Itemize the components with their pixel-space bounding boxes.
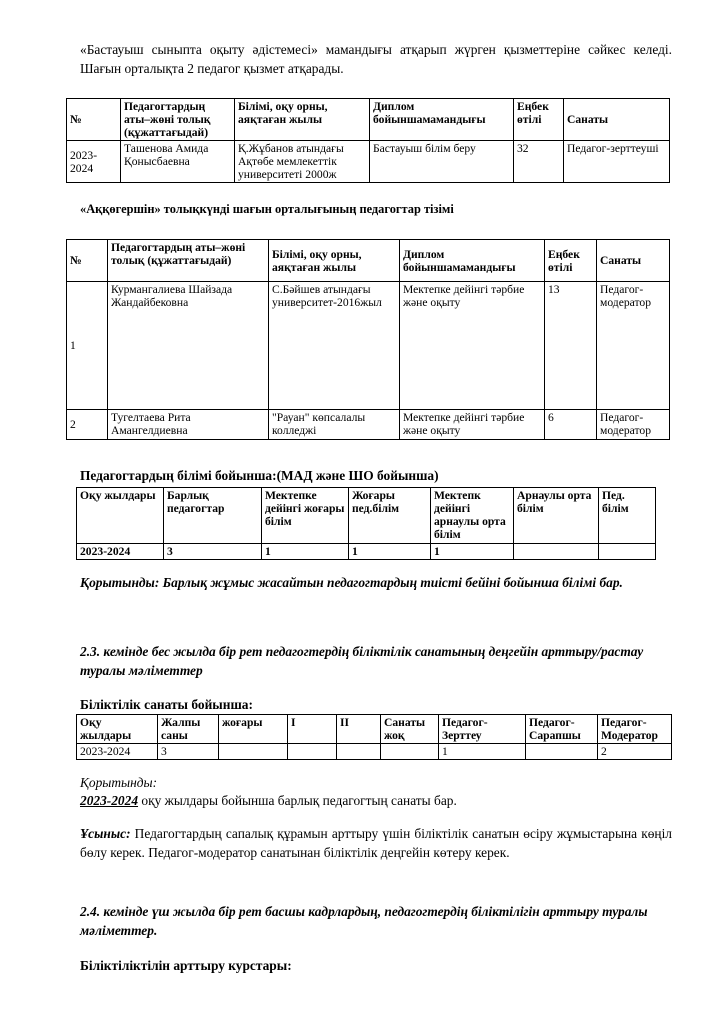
cell-researcher: 1: [439, 744, 526, 760]
cell-years: 2023-2024: [77, 744, 158, 760]
col-category: Санаты: [597, 240, 670, 282]
courses-title: Біліктіліктілін арттыру курстары:: [80, 958, 292, 973]
cell-category: Педагог-зерттеуші: [564, 141, 670, 183]
table-row: [77, 744, 672, 760]
table-row: [67, 410, 670, 440]
cell-total: 3: [158, 744, 219, 760]
cell-higher: [219, 744, 288, 760]
cell-education: Қ.Жұбанов атындағы Ақтөбе мемлекеттік университеті 2000ж: [235, 141, 370, 183]
cell-diploma: Мектепке дейінгі тәрбие және оқыту: [400, 282, 545, 410]
proposal-text: Педагогтардың сапалық құрамын арттыру үшін біліктілік санатын өсіру жұмыстарына көңіл бөлу керек. Педагог-модератор санатынан біліктілік деңгейін көтеру керек.: [80, 826, 672, 860]
conclusion-1: Қорытынды: Барлық жұмыс жасайтын педагогтардың тиісті бейіні бойынша білімі бар.: [80, 575, 623, 590]
cell-experience: 6: [545, 410, 597, 440]
cell-preschool-higher: 1: [262, 544, 349, 560]
col-moderator: Педагог-Модератор: [598, 715, 672, 744]
col-category: Санаты: [564, 99, 670, 141]
col-ped: Пед. білім: [599, 488, 656, 544]
cell-first: [288, 744, 337, 760]
col-diploma: Диплом бойыншамамандығы: [400, 240, 545, 282]
col-name: Педагогтардың аты–жөні толық (құжаттағыдай): [108, 240, 269, 282]
cell-experience: 13: [545, 282, 597, 410]
teacher-table-2: [66, 239, 670, 440]
cell-diploma: Мектепке дейінгі тәрбие және оқыту: [400, 410, 545, 440]
col-name: Педагогтардың аты–жөні толық (құжаттағыдай): [121, 99, 235, 141]
table-row: [77, 544, 656, 560]
col-first: I: [288, 715, 337, 744]
table-header-row: [67, 240, 670, 282]
cell-diploma: Бастауыш білім беру: [370, 141, 514, 183]
cell-experience: 32: [514, 141, 564, 183]
col-no-category: Санаты жоқ: [381, 715, 439, 744]
col-number: №: [67, 240, 108, 282]
col-number: №: [67, 99, 121, 141]
cell-number: 2: [67, 410, 108, 440]
cell-category: Педагог-модератор: [597, 410, 670, 440]
cell-name: Тугелтаева Рита Амангелдиевна: [108, 410, 269, 440]
cell-higher-ped: 1: [349, 544, 431, 560]
cell-year: 2023-2024: [67, 141, 121, 183]
conclusion-2: [80, 791, 672, 810]
col-preschool-higher: Мектепке дейінгі жоғары білім: [262, 488, 349, 544]
cell-no-category: [381, 744, 439, 760]
col-higher-ped: Жоғары пед.білім: [349, 488, 431, 544]
cell-name: Курмангалиева Шайзада Жандайбековна: [108, 282, 269, 410]
cell-years: 2023-2024: [77, 544, 164, 560]
cell-education: С.Бәйшев атындағы университет-2016жыл: [269, 282, 400, 410]
col-researcher: Педагог-Зерттеу: [439, 715, 526, 744]
conclusion-2-year: 2023-2024: [80, 793, 139, 808]
col-education: Білімі, оқу орны, аяқтаған жылы: [269, 240, 400, 282]
table-row: [67, 282, 670, 410]
table-header-row: [77, 488, 656, 544]
table-header-row: [77, 715, 672, 744]
education-title: Педагогтардың білімі бойынша:(МАД және ШО бойынша): [80, 468, 439, 483]
section-2-3-heading: 2.3. кемінде бес жылда бір рет педагогтердің біліктілік санатының деңгейін арттыру/растау туралы мәліметтер: [80, 644, 644, 678]
qualification-table: [76, 714, 672, 760]
cell-number: 1: [67, 282, 108, 410]
col-second: II: [337, 715, 381, 744]
col-expert: Педагог-Сарапшы: [526, 715, 598, 744]
section-2-4-heading: 2.4. кемінде үш жылда бір рет басшы кадрлардың, педагогтердің біліктілігін арттыру туралы мәліметтер.: [80, 904, 648, 938]
akkogershin-title: «Аққөгершін» толықкүнді шағын орталығының педагогтар тізімі: [80, 202, 454, 216]
col-higher: жоғары: [219, 715, 288, 744]
cell-education: "Рауан" көпсалалы колледжі: [269, 410, 400, 440]
cell-moderator: 2: [598, 744, 672, 760]
cell-special-secondary: [514, 544, 599, 560]
cell-expert: [526, 744, 598, 760]
col-years: Оқу жылдары: [77, 715, 158, 744]
intro-paragraph: «Бастауыш сыныпта оқыту әдістемесі» мамандығы атқарып жүрген қызметтеріне сәйкес келеді. Шағын орталықта 2 педагог қызмет атқарады.: [80, 42, 672, 76]
teacher-table-1: [66, 98, 670, 183]
cell-name: Ташенова Амида Қонысбаевна: [121, 141, 235, 183]
conclusion-2-label: Қорытынды:: [80, 775, 158, 790]
col-years: Оқу жылдары: [77, 488, 164, 544]
cell-second: [337, 744, 381, 760]
conclusion-2-text: оқу жылдары бойынша барлық педагогтың санаты бар.: [138, 793, 457, 808]
col-experience: Еңбек өтілі: [545, 240, 597, 282]
proposal-label: Ұсыныс:: [80, 826, 131, 841]
col-total: Жалпы саны: [158, 715, 219, 744]
col-all-teachers: Барлық педагогтар: [164, 488, 262, 544]
col-diploma: Диплом бойыншамамандығы: [370, 99, 514, 141]
qualification-title: Біліктілік санаты бойынша:: [80, 697, 253, 712]
education-table: [76, 487, 656, 560]
cell-preschool-special: 1: [431, 544, 514, 560]
table-row: [67, 141, 670, 183]
cell-ped: [599, 544, 656, 560]
cell-category: Педагог-модератор: [597, 282, 670, 410]
col-special-secondary: Арнаулы орта білім: [514, 488, 599, 544]
col-preschool-special: Мектепк дейінгі арнаулы орта білім: [431, 488, 514, 544]
cell-all-teachers: 3: [164, 544, 262, 560]
proposal: [80, 824, 672, 862]
col-experience: Еңбек өтілі: [514, 99, 564, 141]
table-header-row: [67, 99, 670, 141]
col-education: Білімі, оқу орны, аяқтаған жылы: [235, 99, 370, 141]
